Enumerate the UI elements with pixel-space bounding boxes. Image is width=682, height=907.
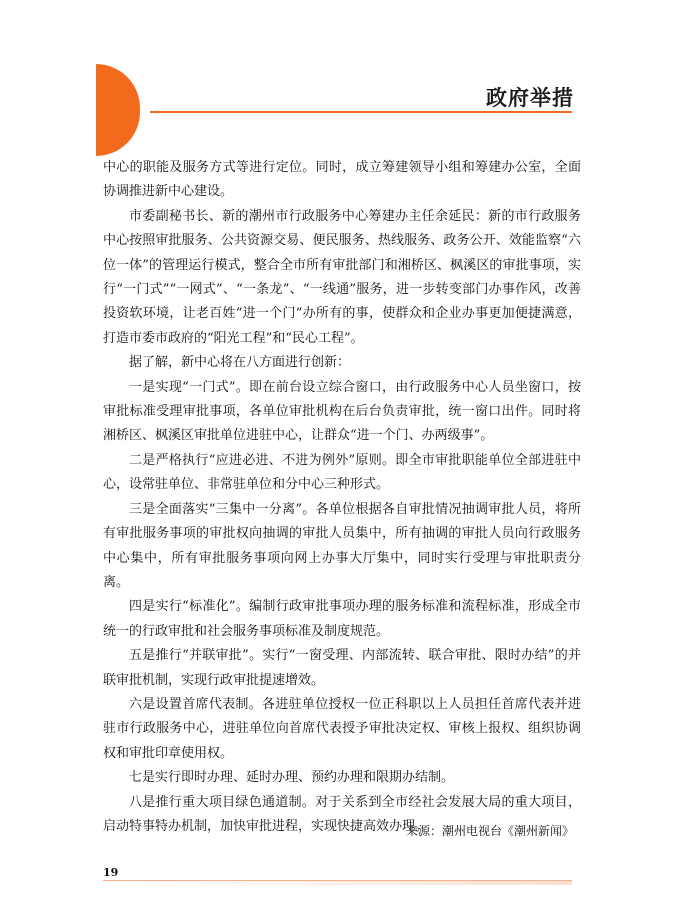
paragraph: 八是推行重大项目绿色通道制。对于关系到全市经社会发展大局的重大项目，启动特事特办机制，加快审批进程，实现快捷高效办理。: [103, 794, 581, 834]
paragraph: 四是实行“标准化”。编制行政审批事项办理的服务标准和流程标准，形成全市统一的行政审批和社会服务事项标准及制度规范。: [103, 599, 581, 639]
article-body: [103, 156, 581, 839]
paragraph: 一是实现“一门式”。即在前台设立综合窗口，由行政服务中心人员坐窗口，按审批标准受理审批事项，各单位审批机构在后台负责审批，统一窗口出件。同时将湘桥区、枫溪区审批单位进驻中心，让群众“进一个门、办两级事”。: [103, 379, 581, 444]
paragraph: 五是推行“并联审批”。实行“一窗受理、内部流转、联合审批、限时办结”的并联审批机制，实现行政审批提速增效。: [103, 648, 581, 688]
section-title: 政府举措: [486, 86, 574, 110]
paragraph: 三是全面落实“三集中一分离”。各单位根据各自审批情况抽调审批人员，将所有审批服务事项的审批权向抽调的审批人员集中，所有抽调的审批人员向行政服务中心集中，所有审批服务事项向网上办事大厅集中，同时实行受理与审批职责分离。: [103, 501, 581, 590]
footer-bar: [103, 881, 572, 885]
paragraph: 二是严格执行“应进必进、不进为例外”原则。即全市审批职能单位全部进驻中心，设常驻单位、非常驻单位和分中心三种形式。: [103, 452, 581, 493]
header-rule: [150, 111, 572, 113]
page-number: 19: [103, 866, 119, 879]
source-credit: 来源：潮州电视台《潮州新闻》: [405, 824, 574, 838]
paragraph: 七是实行即时办理、延时办理、预约办理和限期办结制。: [129, 770, 455, 786]
orange-tab-decoration: [96, 64, 140, 156]
paragraph: 六是设置首席代表制。各进驻单位授权一位正科职以上人员担任首席代表并进驻市行政服务中心，进驻单位向首席代表授予审批决定权、审核上报权、组织协调权和审批印章使用权。: [103, 696, 581, 761]
paragraph: 中心的职能及服务方式等进行定位。同时，成立筹建领导小组和筹建办公室，全面协调推进新中心建设。: [103, 160, 581, 200]
paragraph: 据了解，新中心将在八方面进行创新：: [129, 355, 351, 371]
paragraph: 市委副秘书长、新的潮州市行政服务中心筹建办主任余延民：新的市行政服务中心按照审批服务、公共资源交易、便民服务、热线服务、政务公开、效能监察“六位一体”的管理运行模式，整合全市所有审批部门和湘桥区、枫溪区的审批事项，实行“一门式”“一网式”、“一条龙”、“一线通”服务，进一步转变部门办事作风，改善投资软环境，让老百姓“进一个门”办所有的事，使群众和企业办事更加便捷满意，打造市委市政府的“阳光工程”和“民心工程”。: [103, 208, 581, 346]
